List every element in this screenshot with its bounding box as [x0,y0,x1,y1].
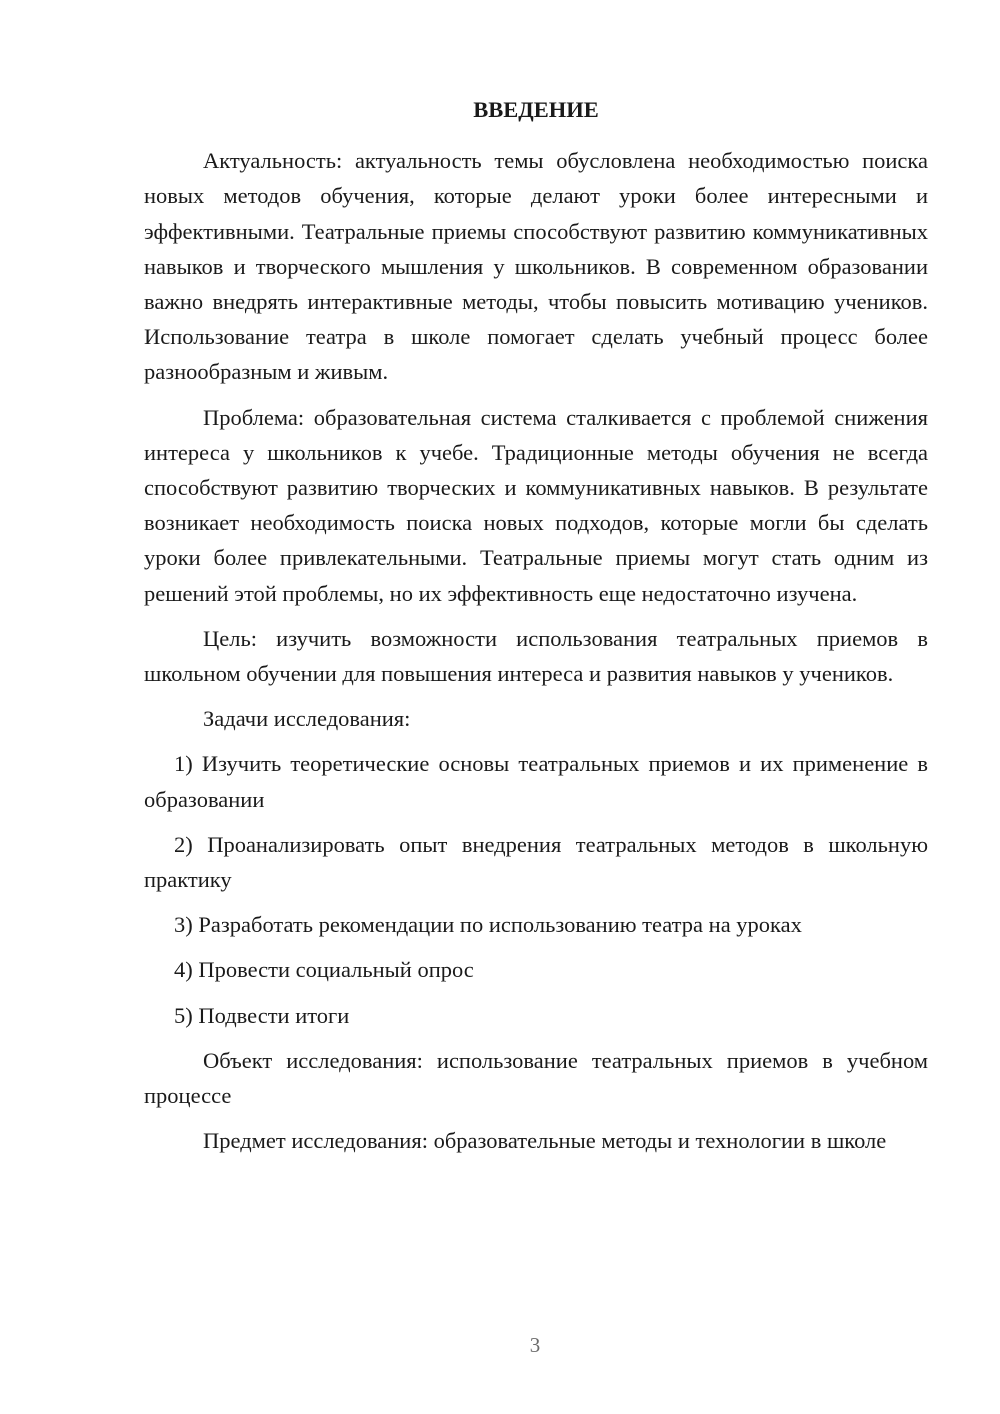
section-title: ВВЕДЕНИЕ [473,97,599,122]
task-item-4: 4) Провести социальный опрос [174,957,474,983]
subject-paragraph: Предмет исследования: образовательные методы и технологии в школе [203,1128,887,1154]
task-item-2: 2) Проанализировать опыт внедрения театральных методов в школьную практику [144,831,928,893]
task-item-3: 3) Разработать рекомендации по использованию театра на уроках [174,912,802,938]
problem-paragraph: Проблема: образовательная система сталкивается с проблемой снижения интереса у школьников к учебе. Традиционные методы обучения не всегда способствуют развитию творческих и коммуникативных навыков. В результате возникает необходимость поиска новых подходов, которые могли бы сделать уроки более привлекательными. Театральные приемы могут стать одним из решений этой проблемы, но их эффективность еще недостаточно изучена. [144,404,928,606]
task-item-5: 5) Подвести итоги [174,1002,350,1028]
object-paragraph: Объект исследования: использование театральных приемов в учебном процессе [144,1047,928,1109]
goal-paragraph: Цель: изучить возможности использования театральных приемов в школьном обучении для повышения интереса и развития навыков у учеников. [144,625,928,687]
task-item-1: 1) Изучить теоретические основы театральных приемов и их применение в образовании [144,751,928,812]
relevance-paragraph: Актуальность: актуальность темы обусловлена необходимостью поиска новых методов обучения, которые делают уроки более интересными и эффективными. Театральные приемы способствуют развитию коммуникативных навыков и творческого мышления у школьников. В современном образовании важно внедрять интерактивные методы, чтобы повысить мотивацию учеников. Использование театра в школе помогает сделать учебный процесс более разнообразным и живым. [144,148,928,385]
page-content [144,92,928,1168]
page-number: 3 [529,1333,541,1357]
tasks-heading: Задачи исследования: [203,706,411,732]
